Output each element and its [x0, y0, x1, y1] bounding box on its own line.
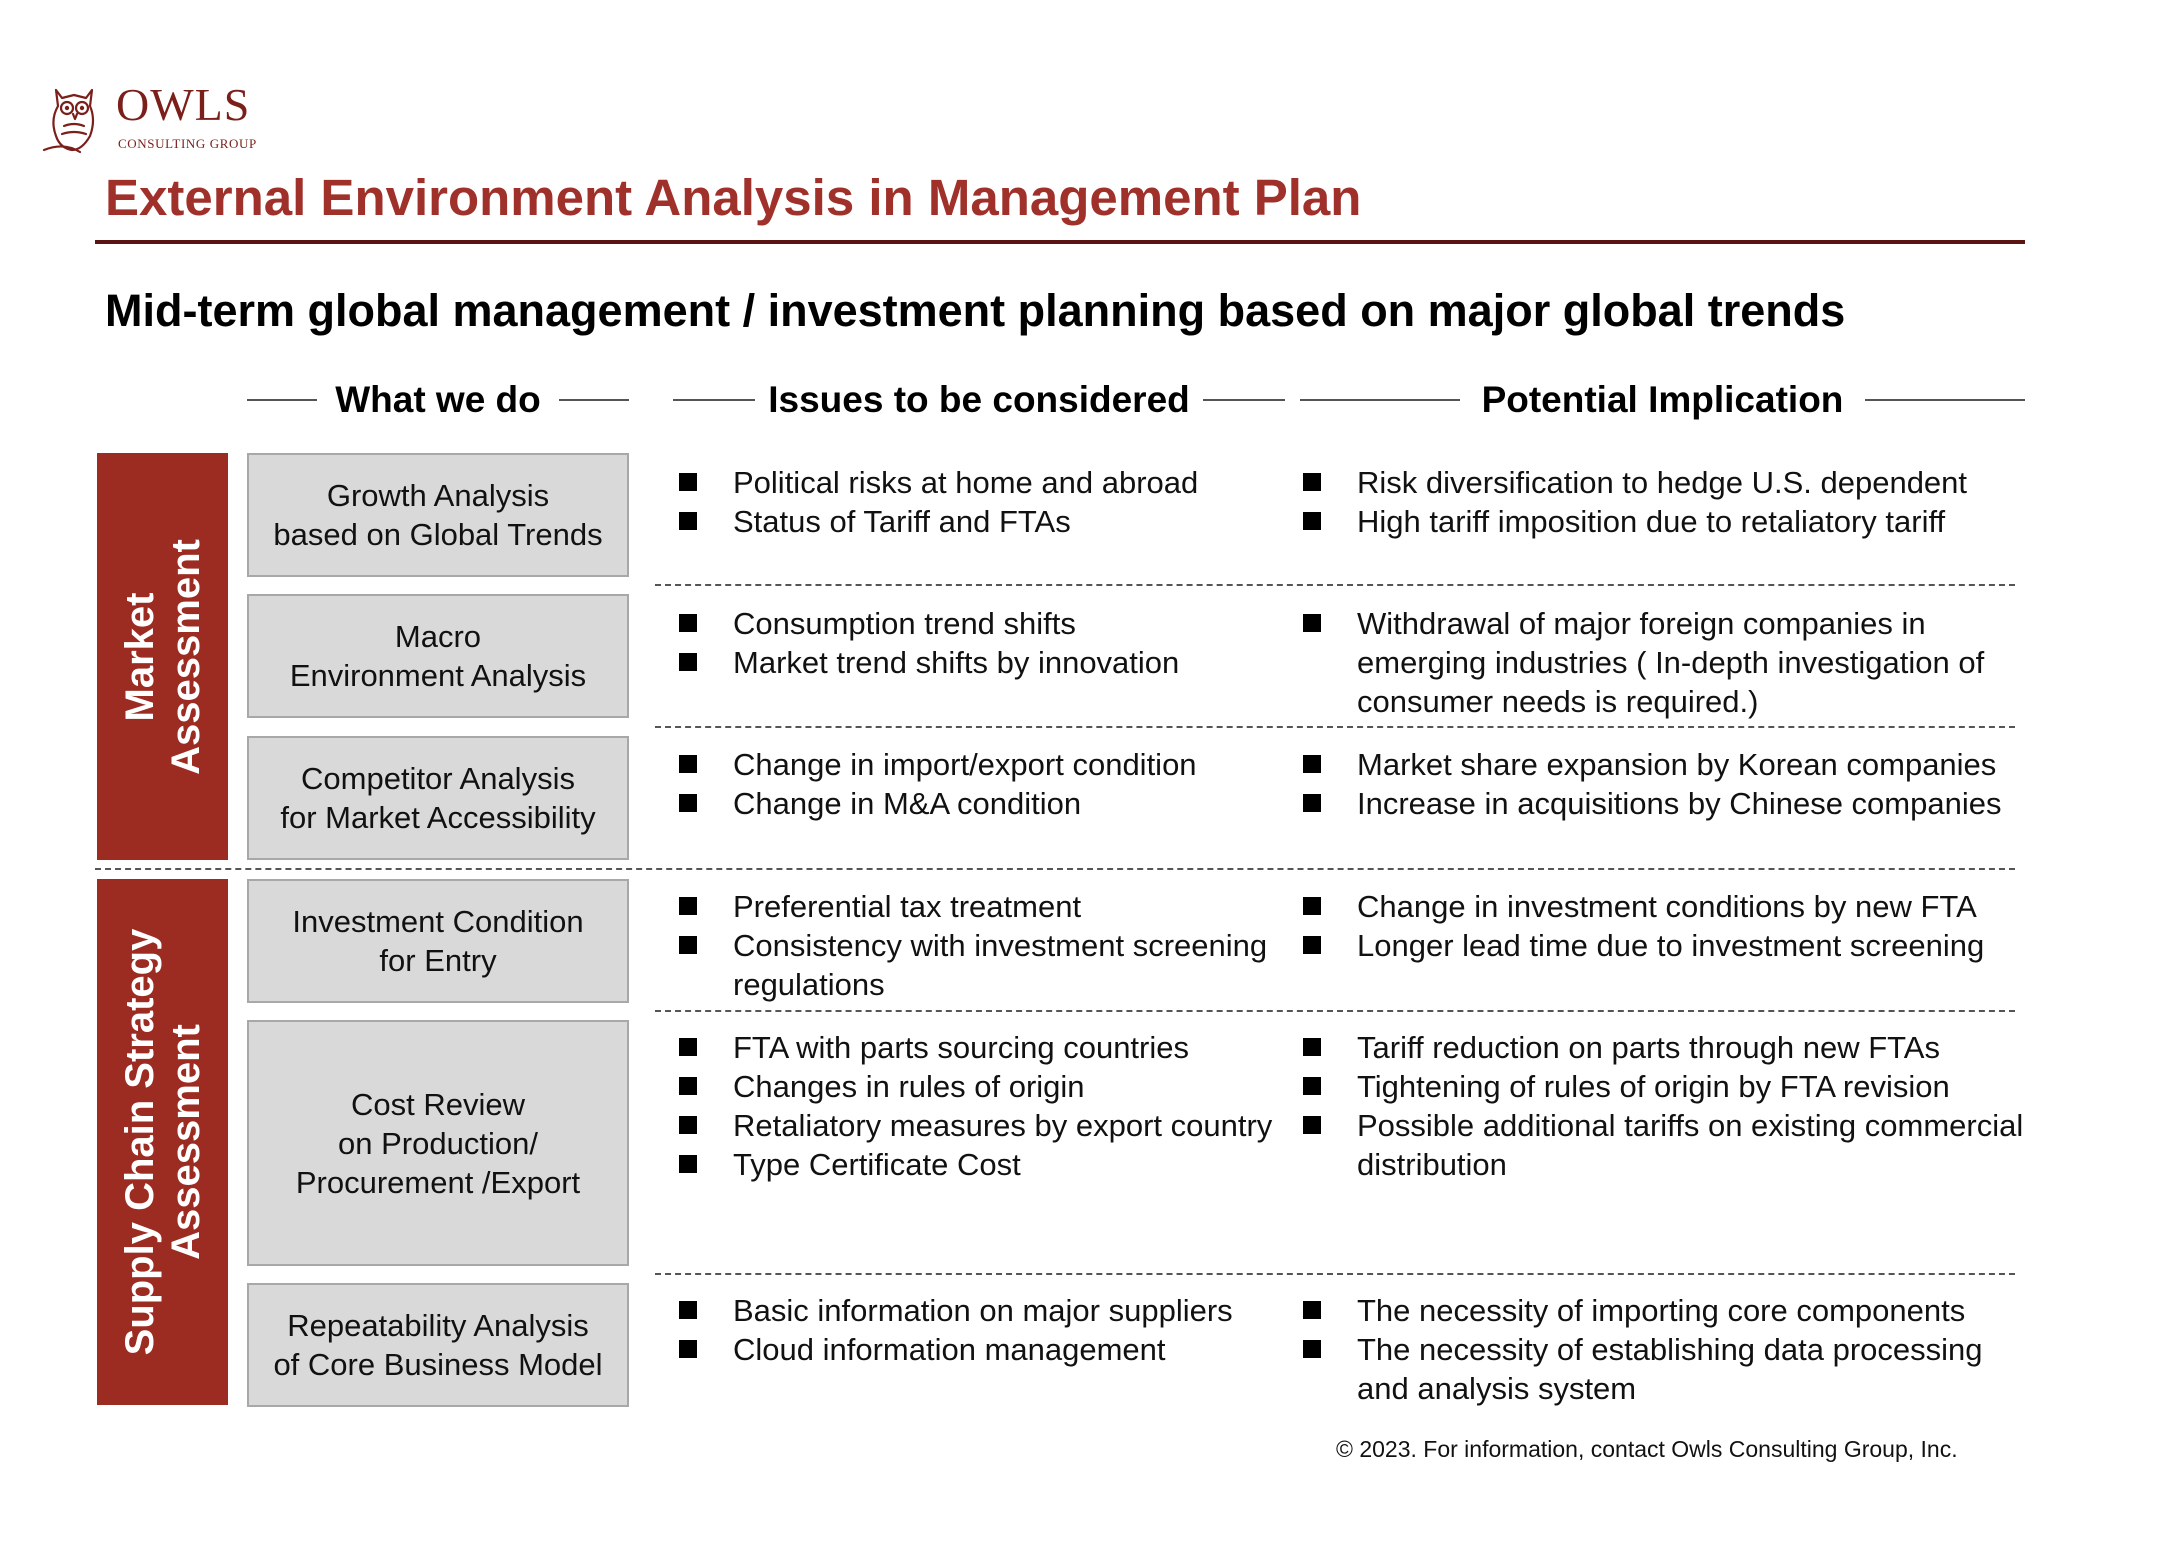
activity-line: of Core Business Model [273, 1347, 603, 1382]
column-header-what-label: What we do [335, 379, 541, 420]
list-item [1297, 887, 2027, 926]
bullet-square-icon [679, 897, 697, 915]
issue-text: Changes in rules of origin [733, 1069, 1085, 1104]
category-label-line: Assessment [163, 538, 208, 775]
bullet-square-icon [679, 794, 697, 812]
bullet-square-icon [679, 1301, 697, 1319]
list-item [673, 463, 1273, 502]
category-market-assessment [97, 453, 228, 860]
list-item [673, 926, 1273, 1004]
activity-line: Macro [394, 619, 482, 654]
bullet-square-icon [1303, 936, 1321, 954]
bullet-square-icon [1303, 1116, 1321, 1134]
activity-box [247, 1283, 629, 1407]
bullet-square-icon [679, 755, 697, 773]
issue-text: Consumption trend shifts [733, 606, 1076, 641]
activity-line: Cost Review [350, 1086, 525, 1122]
header-rule [1203, 399, 1285, 401]
bullet-square-icon [679, 473, 697, 491]
logo-tagline: CONSULTING GROUP [118, 136, 257, 151]
issue-text: Basic information on major suppliers [733, 1293, 1233, 1328]
bullet-square-icon [1303, 473, 1321, 491]
issue-text: Type Certificate Cost [733, 1147, 1021, 1182]
bullet-square-icon [679, 653, 697, 671]
list-item [673, 745, 1273, 784]
logo-brand: OWLS [116, 79, 251, 130]
bullet-square-icon [679, 512, 697, 530]
issue-text: Market trend shifts by innovation [733, 645, 1180, 680]
header-rule [247, 399, 317, 401]
bullet-square-icon [679, 1155, 697, 1173]
bullet-square-icon [679, 936, 697, 954]
list-item [1297, 745, 2027, 784]
implication-text: Longer lead time due to investment screening [1357, 928, 1985, 963]
issue-text: Cloud information management [733, 1332, 1166, 1367]
column-header-issues [673, 375, 1285, 425]
implication-text: Increase in acquisitions by Chinese companies [1357, 786, 2002, 821]
bullet-square-icon [1303, 1038, 1321, 1056]
implication-text: The necessity of establishing data processing and analysis system [1357, 1332, 1983, 1406]
issues-list [673, 604, 1273, 682]
implications-list [1297, 887, 2027, 965]
list-item [1297, 1330, 2027, 1408]
activity-line: Competitor Analysis [301, 761, 575, 796]
list-item [1297, 463, 2027, 502]
column-header-what [247, 375, 629, 425]
implication-text: Market share expansion by Korean companies [1357, 747, 1997, 782]
column-header-issues-label: Issues to be considered [768, 379, 1190, 420]
issue-text: Consistency with investment screening regulations [733, 928, 1268, 1002]
header-rule [559, 399, 629, 401]
category-supply-chain-label [117, 929, 209, 1356]
issue-text: Retaliatory measures by export country [733, 1108, 1273, 1143]
copyright-footer: © 2023. For information, contact Owls Consulting Group, Inc. [1336, 1436, 1958, 1462]
implications-list [1297, 1291, 2027, 1408]
category-label-line: Supply Chain Strategy [117, 928, 162, 1356]
activity-line: Growth Analysis [326, 478, 550, 513]
list-item [673, 887, 1273, 926]
title-divider [95, 240, 2025, 244]
list-item [1297, 1067, 2027, 1106]
header-rule [1300, 399, 1460, 401]
activity-line: for Entry [379, 943, 497, 978]
bullet-square-icon [1303, 1301, 1321, 1319]
list-item [1297, 1106, 2027, 1184]
implication-text: The necessity of importing core components [1357, 1293, 1966, 1328]
header-rule [1865, 399, 2025, 401]
row-divider [655, 584, 2015, 586]
list-item [1297, 1291, 2027, 1330]
implications-list [1297, 604, 2027, 721]
implication-text: Tariff reduction on parts through new FTAs [1357, 1030, 1940, 1065]
bullet-square-icon [1303, 755, 1321, 773]
list-item [673, 643, 1273, 682]
list-item [673, 604, 1273, 643]
activity-box [247, 879, 629, 1003]
page-title: External Environment Analysis in Management Plan [105, 169, 1362, 226]
bullet-square-icon [679, 614, 697, 632]
implications-list [1297, 463, 2027, 541]
column-header-implication-label: Potential Implication [1481, 379, 1844, 420]
owl-icon [34, 76, 114, 156]
bullet-square-icon [679, 1340, 697, 1358]
list-item [673, 1028, 1273, 1067]
section-divider [95, 868, 2015, 870]
page-subtitle: Mid-term global management / investment planning based on major global trends [105, 285, 1846, 336]
bullet-square-icon [1303, 897, 1321, 915]
bullet-square-icon [1303, 794, 1321, 812]
category-market-label [117, 539, 209, 775]
issue-text: FTA with parts sourcing countries [733, 1030, 1189, 1065]
bullet-square-icon [1303, 614, 1321, 632]
activity-line: Environment Analysis [289, 658, 587, 693]
issues-list [673, 463, 1273, 541]
issue-text: Change in import/export condition [733, 747, 1197, 782]
implication-text: Risk diversification to hedge U.S. dependent [1357, 465, 1968, 500]
activity-line: on Production/ [338, 1125, 538, 1161]
implication-text: Withdrawal of major foreign companies in emerging industries ( In-depth investigation of consumer needs is required.) [1357, 606, 1985, 719]
bullet-square-icon [1303, 1077, 1321, 1095]
row-divider [655, 1010, 2015, 1012]
row-divider [655, 726, 2015, 728]
list-item [673, 1291, 1273, 1330]
category-supply-chain-assessment [97, 879, 228, 1405]
issues-list [673, 745, 1273, 823]
implication-text: Tightening of rules of origin by FTA revision [1357, 1069, 1950, 1104]
list-item [673, 1067, 1273, 1106]
implication-text: Change in investment conditions by new FTA [1357, 889, 1977, 924]
issue-text: Status of Tariff and FTAs [733, 504, 1071, 539]
activity-line: Investment Condition [292, 904, 584, 939]
activity-line: Repeatability Analysis [287, 1308, 589, 1343]
implications-list [1297, 745, 2027, 823]
header-rule [673, 399, 755, 401]
implications-list [1297, 1028, 2027, 1184]
activity-box [247, 453, 629, 577]
issues-list [673, 1028, 1273, 1184]
bullet-square-icon [679, 1038, 697, 1056]
bullet-square-icon [1303, 1340, 1321, 1358]
activity-line: based on Global Trends [273, 517, 603, 552]
issues-list [673, 887, 1273, 1004]
bullet-square-icon [679, 1077, 697, 1095]
implication-text: High tariff imposition due to retaliatory tariff [1357, 504, 1946, 539]
activity-line: Procurement /Export [295, 1164, 581, 1200]
list-item [673, 784, 1273, 823]
implication-text: Possible additional tariffs on existing commercial distribution [1357, 1108, 2024, 1182]
category-label-line: Market [117, 592, 162, 721]
issue-text: Change in M&A condition [733, 786, 1082, 821]
list-item [673, 1145, 1273, 1184]
list-item [1297, 784, 2027, 823]
bullet-square-icon [1303, 512, 1321, 530]
row-divider [655, 1273, 2015, 1275]
list-item [1297, 502, 2027, 541]
column-header-implication [1300, 375, 2025, 425]
list-item [1297, 604, 2027, 721]
list-item [673, 1330, 1273, 1369]
activity-line: for Market Accessibility [280, 800, 596, 835]
issues-list [673, 1291, 1273, 1369]
list-item [673, 1106, 1273, 1145]
list-item [1297, 1028, 2027, 1067]
company-logo [34, 76, 304, 156]
activity-box [247, 594, 629, 718]
activity-box [247, 1020, 629, 1266]
category-label-line: Assessment [163, 1024, 208, 1260]
bullet-square-icon [679, 1116, 697, 1134]
activity-box [247, 736, 629, 860]
issue-text: Political risks at home and abroad [733, 465, 1199, 500]
list-item [1297, 926, 2027, 965]
issue-text: Preferential tax treatment [733, 889, 1082, 924]
list-item [673, 502, 1273, 541]
